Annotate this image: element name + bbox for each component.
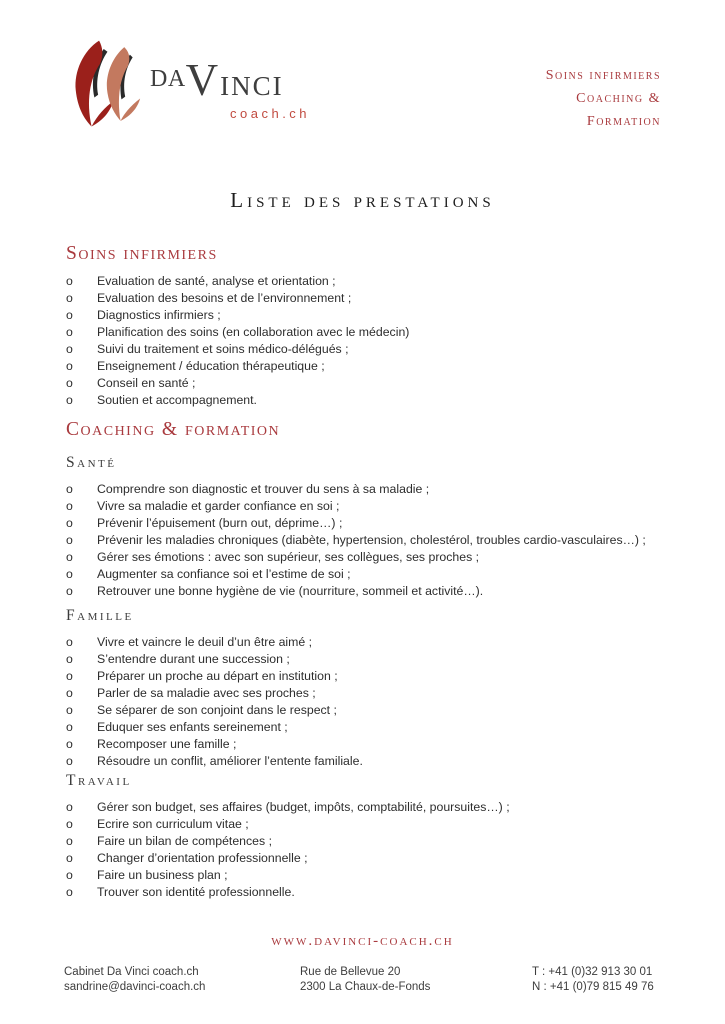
famille-list <box>66 634 661 770</box>
bullet-marker: o <box>66 393 73 407</box>
list-item <box>66 799 661 816</box>
list-item-text: Diagnostics infirmiers ; <box>97 308 221 322</box>
list-item-text: Faire un business plan ; <box>97 868 228 882</box>
bullet-marker: o <box>66 325 73 339</box>
list-item <box>66 307 661 324</box>
list-item-text: Evaluation des besoins et de l’environnement ; <box>97 291 352 305</box>
davinci-logo <box>72 38 310 130</box>
list-item-text: Résoudre un conflit, améliorer l’entente familiale. <box>97 754 363 768</box>
list-item <box>66 290 661 307</box>
list-item-text: Retrouver une bonne hygiène de vie (nourriture, sommeil et activité…). <box>97 584 484 598</box>
davinci-swoosh-icon <box>72 38 156 130</box>
list-item-text: Vivre sa maladie et garder confiance en soi ; <box>97 499 340 513</box>
list-item-text: Gérer ses émotions : avec son supérieur, ses collègues, ses proches ; <box>97 550 480 564</box>
list-item <box>66 375 661 392</box>
list-item <box>66 549 661 566</box>
list-item <box>66 358 661 375</box>
list-item <box>66 833 661 850</box>
bullet-marker: o <box>66 533 73 547</box>
list-item-text: Vivre et vaincre le deuil d’un être aimé ; <box>97 635 313 649</box>
list-item-text: Conseil en santé ; <box>97 376 196 390</box>
list-item-text: Eduquer ses enfants sereinement ; <box>97 720 288 734</box>
list-item <box>66 867 661 884</box>
content <box>0 243 725 901</box>
bullet-marker: o <box>66 342 73 356</box>
header-tagline <box>546 38 661 133</box>
bullet-marker: o <box>66 885 73 899</box>
bullet-marker: o <box>66 754 73 768</box>
bullet-marker: o <box>66 635 73 649</box>
list-item-text: Gérer son budget, ses affaires (budget, impôts, comptabilité, poursuites…) ; <box>97 800 510 814</box>
bullet-marker: o <box>66 499 73 513</box>
list-item-text: Ecrire son curriculum vitae ; <box>97 817 249 831</box>
logo-name <box>150 55 310 106</box>
list-item <box>66 392 661 409</box>
list-item <box>66 719 661 736</box>
list-item <box>66 515 661 532</box>
bullet-marker: o <box>66 291 73 305</box>
list-item <box>66 753 661 770</box>
list-item <box>66 324 661 341</box>
list-item-text: Enseignement / éducation thérapeutique ; <box>97 359 325 373</box>
bullet-marker: o <box>66 834 73 848</box>
phone-landline: T : +41 (0)32 913 30 01 <box>532 966 653 978</box>
list-item-text: Parler de sa maladie avec ses proches ; <box>97 686 316 700</box>
list-item-text: Comprendre son diagnostic et trouver du sens à sa maladie ; <box>97 482 430 496</box>
logo-vinci: VINCI <box>185 55 284 105</box>
bullet-marker: o <box>66 376 73 390</box>
list-item-text: Changer d’orientation professionnelle ; <box>97 851 308 865</box>
bullet-marker: o <box>66 669 73 683</box>
list-item-text: Recomposer une famille ; <box>97 737 237 751</box>
address-street: Rue de Bellevue 20 <box>300 966 401 978</box>
website-url: www.davinci-coach.ch <box>271 933 454 949</box>
list-item-text: Evaluation de santé, analyse et orientation ; <box>97 274 336 288</box>
bullet-marker: o <box>66 817 73 831</box>
list-item <box>66 583 661 600</box>
subheading-famille: Famille <box>66 607 134 624</box>
footer-company <box>64 965 300 994</box>
bullet-marker: o <box>66 703 73 717</box>
travail-list <box>66 799 661 901</box>
list-item-text: Suivi du traitement et soins médico-délégués ; <box>97 342 349 356</box>
tagline-line: Coaching & <box>576 91 661 106</box>
list-item <box>66 341 661 358</box>
list-item-text: Trouver son identité professionnelle. <box>97 885 295 899</box>
subheading-travail: Travail <box>66 772 132 789</box>
list-item <box>66 685 661 702</box>
section-heading-coaching-formation: Coaching & formation <box>66 419 281 440</box>
bullet-marker: o <box>66 720 73 734</box>
list-item <box>66 273 661 290</box>
sante-list <box>66 481 661 600</box>
footer <box>0 933 725 1024</box>
list-item <box>66 850 661 867</box>
bullet-marker: o <box>66 567 73 581</box>
list-item <box>66 634 661 651</box>
bullet-marker: o <box>66 686 73 700</box>
bullet-marker: o <box>66 482 73 496</box>
bullet-marker: o <box>66 868 73 882</box>
bullet-marker: o <box>66 851 73 865</box>
bullet-marker: o <box>66 308 73 322</box>
list-item <box>66 566 661 583</box>
footer-address <box>300 965 532 994</box>
list-item-text: Prévenir l’épuisement (burn out, déprime…) ; <box>97 516 343 530</box>
list-item <box>66 651 661 668</box>
page-title: Liste des prestations <box>230 188 495 212</box>
company-email: sandrine@davinci-coach.ch <box>64 980 206 993</box>
bullet-marker: o <box>66 800 73 814</box>
section-heading-soins-infirmiers: Soins infirmiers <box>66 243 218 264</box>
list-item-text: Planification des soins (en collaboration avec le médecin) <box>97 325 410 339</box>
logo-text <box>150 38 310 121</box>
footer-phones <box>532 965 661 994</box>
list-item <box>66 702 661 719</box>
list-item <box>66 481 661 498</box>
list-item-text: Se séparer de son conjoint dans le respect ; <box>97 703 337 717</box>
list-item-text: Prévenir les maladies chroniques (diabète, hypertension, cholestérol, troubles cardio-vasculaires…) ; <box>97 533 646 547</box>
list-item-text: S’entendre durant une succession ; <box>97 652 290 666</box>
list-item <box>66 736 661 753</box>
bullet-marker: o <box>66 584 73 598</box>
logo-da: DA <box>150 66 186 92</box>
bullet-marker: o <box>66 550 73 564</box>
list-item-text: Préparer un proche au départ en institution ; <box>97 669 338 683</box>
bullet-marker: o <box>66 516 73 530</box>
list-item <box>66 816 661 833</box>
soins-infirmiers-list <box>66 273 661 409</box>
list-item-text: Augmenter sa confiance soi et l’estime de soi ; <box>97 567 351 581</box>
list-item <box>66 532 661 549</box>
bullet-marker: o <box>66 737 73 751</box>
address-city: 2300 La Chaux-de-Fonds <box>300 980 431 993</box>
bullet-marker: o <box>66 652 73 666</box>
phone-mobile: N : +41 (0)79 815 49 76 <box>532 980 654 993</box>
logo-coach-ch: coach.ch <box>230 106 311 121</box>
tagline-line: Formation <box>586 114 661 129</box>
list-item <box>66 668 661 685</box>
company-name: Cabinet Da Vinci coach.ch <box>64 966 199 978</box>
list-item-text: Faire un bilan de compétences ; <box>97 834 272 848</box>
header <box>0 0 725 142</box>
bullet-marker: o <box>66 274 73 288</box>
list-item <box>66 498 661 515</box>
bullet-marker: o <box>66 359 73 373</box>
list-item <box>66 884 661 901</box>
tagline-line: Soins infirmiers <box>545 68 661 83</box>
footer-contact <box>64 965 661 994</box>
subheading-sante: Santé <box>66 454 117 471</box>
list-item-text: Soutien et accompagnement. <box>97 393 257 407</box>
